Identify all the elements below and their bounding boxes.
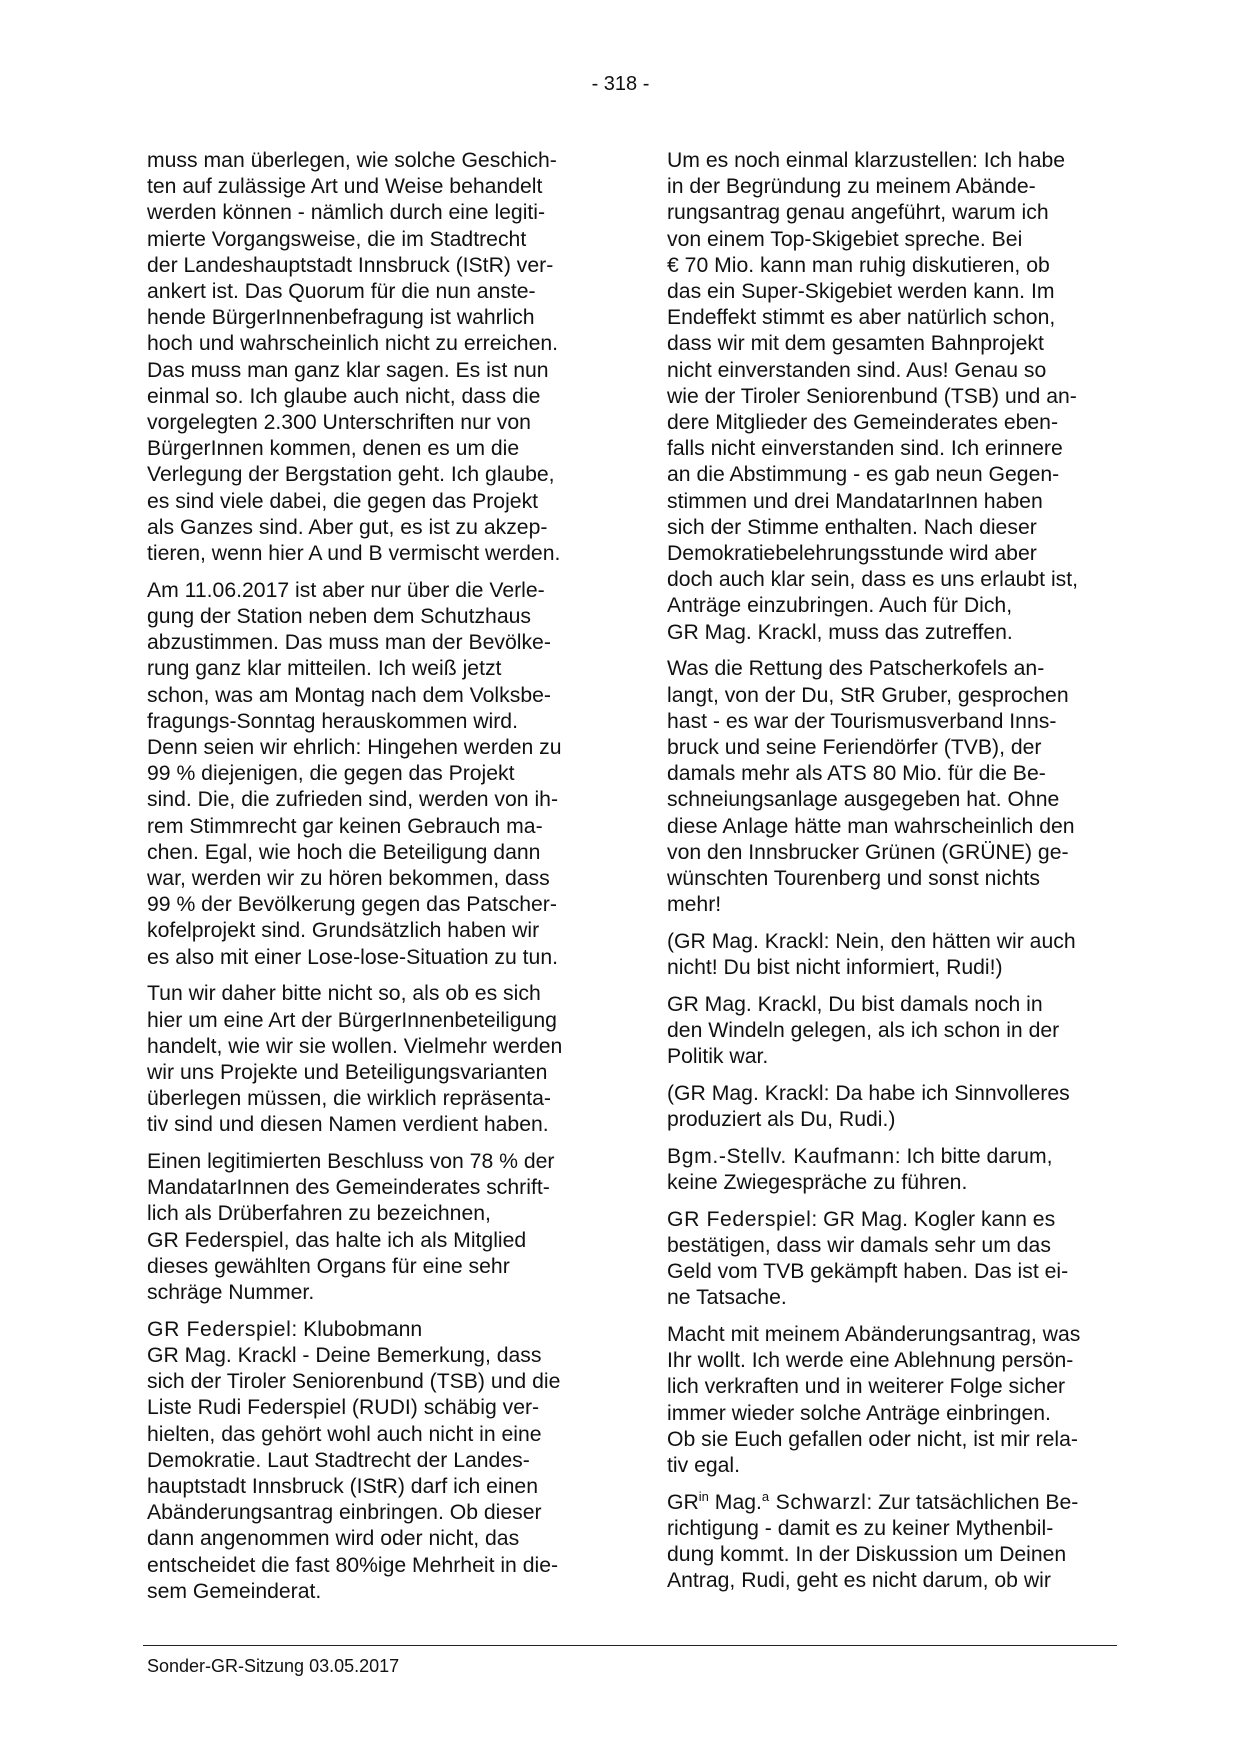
- right-column: [667, 148, 1115, 1605]
- speech-text: : Zur tatsächlichen Be- richtigung - damit es zu keiner Mythenbil- dung kommt. In der Diskussion um Deinen Antrag, Rudi, geht es nicht darum, ob wir: [667, 1490, 1079, 1593]
- footer-session-label: Sonder-GR-Sitzung 03.05.2017: [147, 1656, 400, 1676]
- left-column: [147, 148, 595, 1615]
- paragraph: Am 11.06.2017 ist aber nur über die Verle- gung der Station neben dem Schutzhaus abzustimmen. Das muss man der Bevölke- rung ganz klar mitteilen. Ich weiß jetzt schon, was am Montag nach dem Volksbe- fragungs-Sonntag herauskommen wird. Denn seien wir ehrlich: Hingehen werden zu 99 % diejenigen, die gegen das Projekt sind. Die, die zufrieden sind, werden von ih- rem Stimmrecht gar keinen Gebrauch ma- chen. Egal, wie hoch die Beteiligung dann war, werden wir zu hören bekommen, dass 99 % der Bevölkerung gegen das Patscher- kofelprojekt sind. Grundsätzlich haben wir es also mit einer Lose-lose-Situation zu tun.: [147, 578, 562, 969]
- speaker-paragraph: [667, 1490, 1115, 1595]
- speaker-name: Schwarzl: [769, 1490, 867, 1514]
- speaker-paragraph: [147, 1317, 595, 1605]
- paragraph: Was die Rettung des Patscherkofels an- langt, von der Du, StR Gruber, gesprochen hast - es war der Tourismusverband Inns- bruck und seine Feriendörfer (TVB), der damals mehr als ATS 80 Mio. für die Be- schneiungsanlage ausgegeben hat. Ohne diese Anlage hätte man wahrscheinlich den von den Innsbrucker Grünen (GRÜNE) ge- wünschten Tourenberg und sonst nichts mehr!: [667, 657, 1075, 917]
- speaker-degree-superscript: a: [761, 1488, 770, 1504]
- interjection: (GR Mag. Krackl: Da habe ich Sinnvolleres produziert als Du, Rudi.): [667, 1081, 1070, 1132]
- paragraph: Um es noch einmal klarzustellen: Ich habe in der Begründung zu meinem Abände- rungsantrag genau angeführt, warum ich von einem Top-Skigebiet spreche. Bei € 70 Mio. kann man ruhig diskutieren, ob das ein Super-Skigebiet werden kann. Im Endeffekt stimmt es aber natürlich schon, dass wir mit dem gesamten Bahnprojekt nicht einverstanden sind. Aus! Genau so wie der Tiroler Seniorenbund (TSB) und an- dere Mitglieder des Gemeinderates eben- falls nicht einverstanden sind. Ich erinnere an die Abstimmung - es gab neun Gegen- stimmen und drei MandatarInnen haben sich der Stimme enthalten. Nach dieser Demokratiebelehrungsstunde wird aber doch auch klar sein, dass es uns erlaubt ist, Anträge einzubringen. Auch für Dich, GR Mag. Krackl, muss das zutreffen.: [667, 149, 1079, 644]
- speech-text: : GR Mag. Kogler kann es bestätigen, dass wir damals sehr um das Geld vom TVB gekämpft haben. Das ist ei- ne Tatsache.: [667, 1207, 1069, 1310]
- speaker-paragraph: [667, 1144, 1115, 1196]
- speech-text: : Ich bitte darum, keine Zwiegespräche zu führen.: [667, 1144, 1053, 1195]
- speaker-paragraph: [667, 1207, 1115, 1312]
- paragraph: Macht mit meinem Abänderungsantrag, was Ihr wollt. Ich werde eine Ablehnung persön- lich verkraften und in weiterer Folge sicher immer wieder solche Anträge einbringen. Ob sie Euch gefallen oder nicht, ist mir rela- tiv egal.: [667, 1323, 1081, 1478]
- page-number: - 318 -: [591, 73, 650, 95]
- paragraph: Tun wir daher bitte nicht so, als ob es sich hier um eine Art der BürgerInnenbeteiligung handelt, wie wir sie wollen. Vielmehr werden wir uns Projekte und Beteiligungsvarianten überlegen müssen, die wirklich repräsenta- tiv sind und diesen Namen verdient haben.: [147, 982, 563, 1137]
- speaker-title: GR: [667, 1490, 699, 1514]
- speaker-name: GR Federspiel: [147, 1317, 292, 1341]
- paragraph: muss man überlegen, wie solche Geschich- ten auf zulässige Art und Weise behandelt werden können - nämlich durch eine legiti- mierte Vorgangsweise, die im Stadtrecht der Landeshauptstadt Innsbruck (IStR) ver- ankert ist. Das Quorum für die nun anste- hende BürgerInnenbefragung ist wahrlich hoch und wahrscheinlich nicht zu erreichen. Das muss man ganz klar sagen. Es ist nun einmal so. Ich glaube auch nicht, dass die vorgelegten 2.300 Unterschriften nur von BürgerInnen kommen, denen es um die Verlegung der Bergstation geht. Ich glaube, es sind viele dabei, die gegen das Projekt als Ganzes sind. Aber gut, es ist zu akzep- tieren, wenn hier A und B vermischt werden.: [147, 149, 561, 566]
- speech-text: : Klubobmann GR Mag. Krackl - Deine Bemerkung, dass sich der Tiroler Seniorenbund (TSB) und die Liste Rudi Federspiel (RUDI) schäbig ver- hielten, das gehört wohl auch nicht in eine Demokratie. Laut Stadtrecht der Landes- hauptstadt Innsbruck (IStR) darf ich einen Abänderungsantrag einbringen. Ob dieser dann angenommen wird oder nicht, das entscheidet die fast 80%ige Mehrheit in die- sem Gemeinderat.: [147, 1317, 561, 1603]
- footer-divider: [143, 1645, 1117, 1646]
- interjection: (GR Mag. Krackl: Nein, den hätten wir auch nicht! Du bist nicht informiert, Rudi!): [667, 929, 1076, 980]
- paragraph: GR Mag. Krackl, Du bist damals noch in den Windeln gelegen, als ich schon in der Politik war.: [667, 992, 1060, 1069]
- speaker-name: Bgm.-Stellv. Kaufmann: [667, 1144, 895, 1168]
- paragraph: Einen legitimierten Beschluss von 78 % der MandatarInnen des Gemeinderates schrift- lich als Drüberfahren zu bezeichnen, GR Federspiel, das halte ich als Mitglied dieses gewählten Organs für eine sehr schräge Nummer.: [147, 1150, 555, 1305]
- speaker-title-superscript: in: [698, 1488, 709, 1504]
- speaker-degree: Mag.: [708, 1490, 762, 1514]
- speaker-name: GR Federspiel: [667, 1207, 812, 1231]
